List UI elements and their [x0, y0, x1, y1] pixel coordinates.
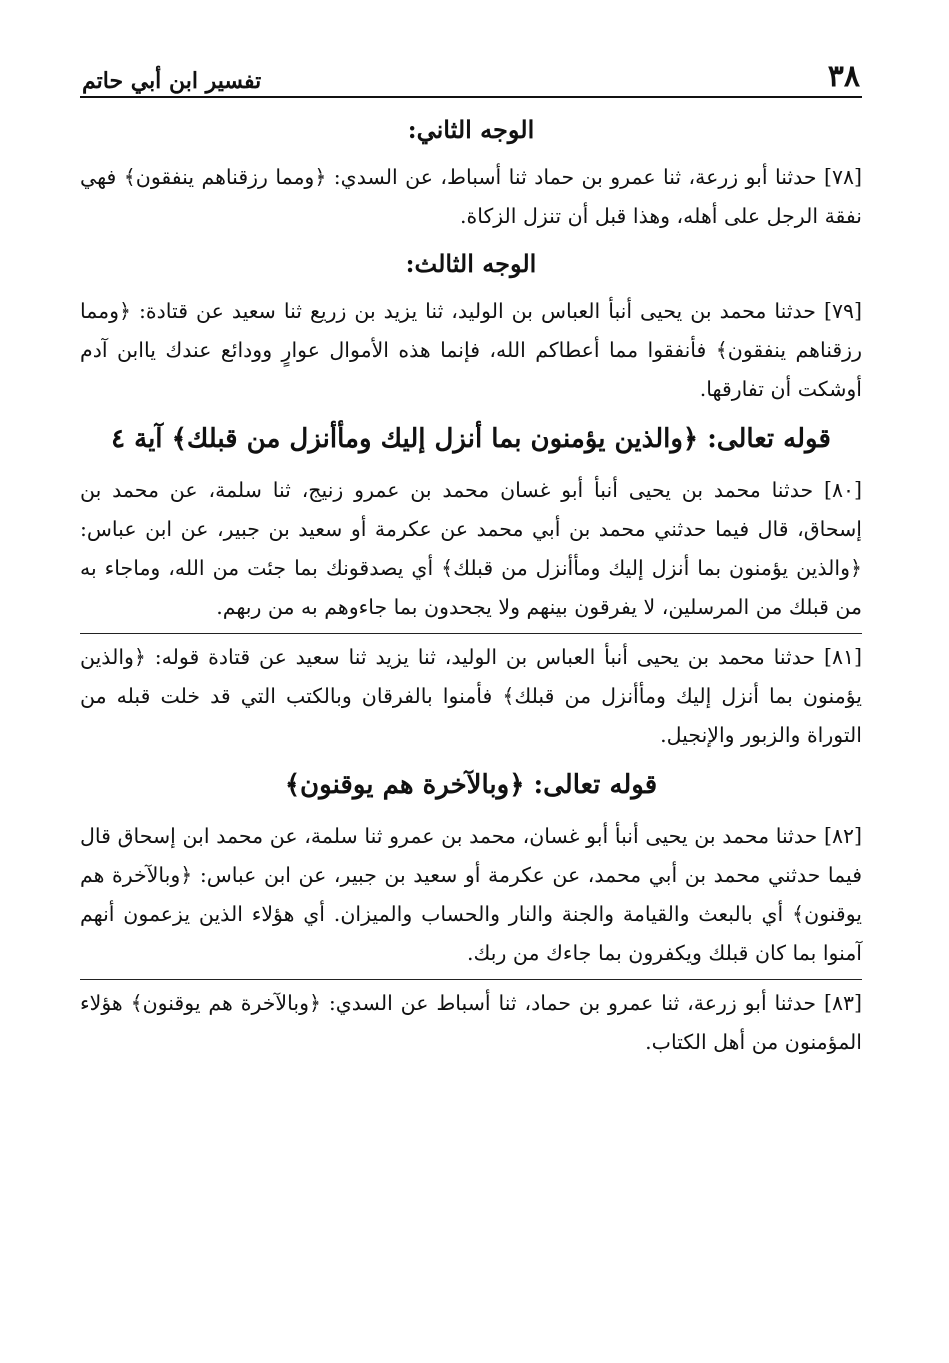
verse-heading-ayah-4: قوله تعالى: ﴿والذين يؤمنون بما أنزل إليك ومأأنزل من قبلك﴾ آية ٤	[111, 424, 831, 454]
narration-81: [٨١] حدثنا محمد بن يحيى أنبأ العباس بن الوليد، ثنا يزيد ثنا سعيد عن قتادة قوله: ﴿والذين يؤمنون بما أنزل إليك ومأأنزل من قبلك﴾ فأمنوا بالفرقان وبالكتب التي قد خلت قبله من التوراة والزبور والإنجيل.	[80, 645, 862, 747]
narration-83: [٨٣] حدثنا أبو زرعة، ثنا عمرو بن حماد، ثنا أسباط عن السدي: ﴿وبالآخرة هم يوقنون﴾ هؤلاء المؤمنون من أهل الكتاب.	[80, 991, 862, 1054]
narration-80: [٨٠] حدثنا محمد بن يحيى أنبأ أبو غسان محمد بن عمرو زنيج، ثنا سلمة، عن محمد بن إسحاق، قال فيما حدثني محمد بن أبي محمد عن عكرمة أو سعيد بن جبير، عن ابن عباس: ﴿والذين يؤمنون بما أنزل إليك ومأأنزل من قبلك﴾ أي يصدقونك بما جئت من الله، وماجاء به من قبلك من المرسلين، لا يفرقون بينهم ولا يجحدون بما جاءوهم به من ربهم.	[80, 478, 862, 619]
paragraph-divider	[80, 633, 862, 634]
section-heading-second-aspect: الوجه الثاني:	[407, 115, 535, 144]
book-title: تفسير ابن أبي حاتم	[82, 68, 262, 94]
page-content	[80, 108, 862, 1062]
paragraph-divider	[80, 979, 862, 980]
narration-82: [٨٢] حدثنا محمد بن يحيى أنبأ أبو غسان، محمد بن عمرو ثنا سلمة، عن محمد ابن إسحاق قال فيما حدثني محمد بن أبي محمد، عن عكرمة أو سعيد بن جبير، عن ابن عباس: ﴿وبالآخرة هم يوقنون﴾ أي بالبعث والقيامة والجنة والنار والحساب والميزان. أي هؤلاء الذين يزعمون أنهم آمنوا بما كان قبلك ويكفرون بما جاءك من ربك.	[80, 824, 862, 965]
section-heading-third-aspect: الوجه الثالث:	[405, 249, 537, 278]
page	[80, 52, 862, 1068]
narration-78: [٧٨] حدثنا أبو زرعة، ثنا عمرو بن حماد ثنا أسباط، عن السدي: ﴿ومما رزقناهم ينفقون﴾ فهي نفقة الرجل على أهله، وهذا قبل أن تنزل الزكاة.	[80, 165, 862, 228]
verse-heading-hereafter: قوله تعالى: ﴿وبالآخرة هم يوقنون﴾	[284, 770, 658, 800]
page-number: ٣٨	[827, 59, 860, 94]
narration-79: [٧٩] حدثنا محمد بن يحيى أنبأ العباس بن الوليد، ثنا يزيد بن زريع ثنا سعيد عن قتادة: ﴿ومما رزقناهم ينفقون﴾ فأنفقوا مما أعطاكم الله، فإنما هذه الأموال عوارٍ وودائع عندك ياابن آدم أوشكت أن تفارقها.	[80, 299, 862, 401]
running-header	[80, 52, 862, 98]
